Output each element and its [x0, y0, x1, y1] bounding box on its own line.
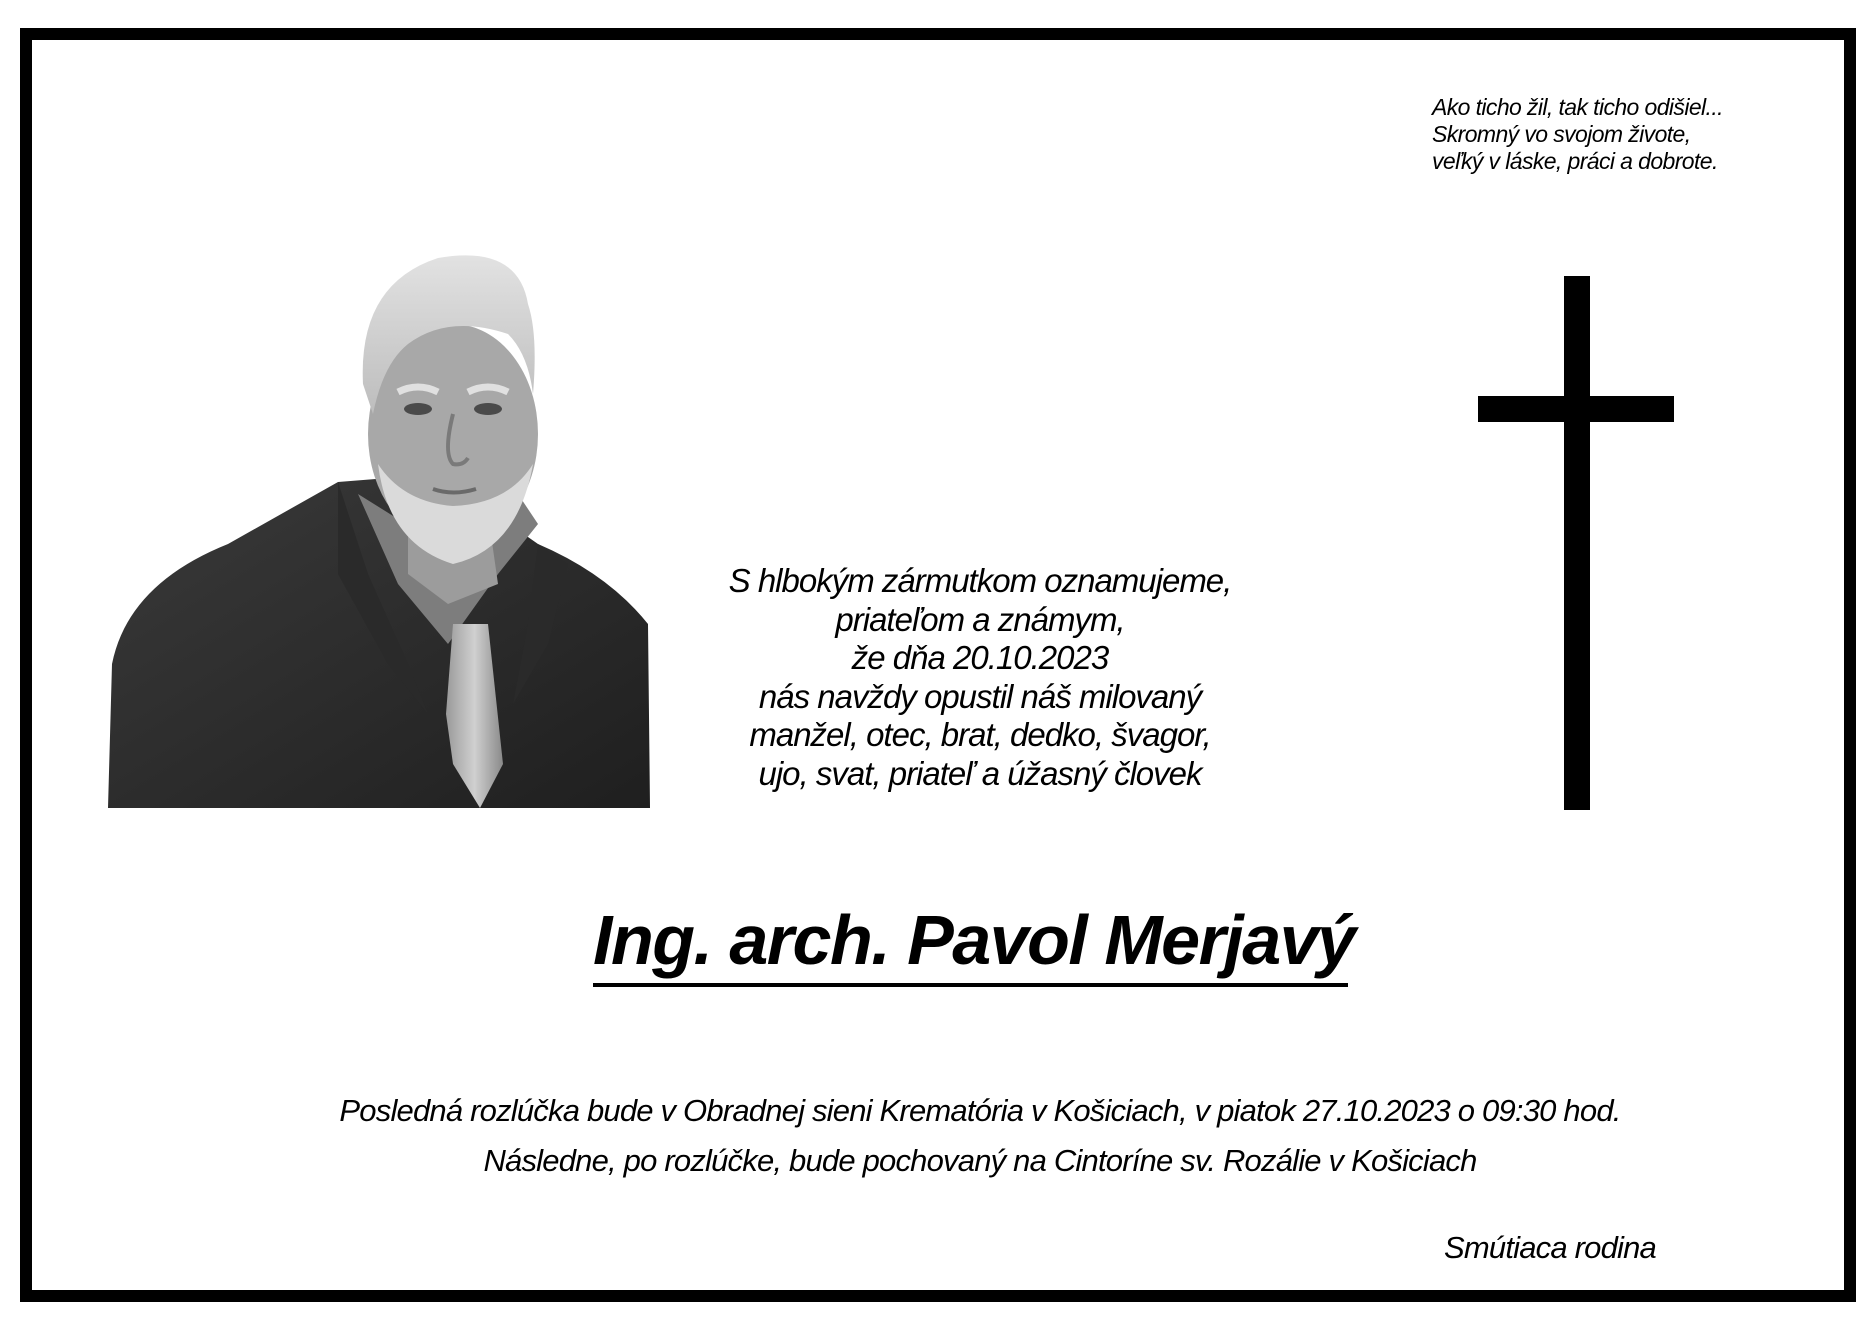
- announcement-line: že dňa 20.10.2023: [851, 639, 1109, 676]
- funeral-line: Posledná rozlúčka bude v Obradnej sieni Krematória v Košiciach, v piatok 27.10.2023 o 09:30 hod.: [339, 1093, 1621, 1128]
- funeral-info: [200, 1086, 1760, 1186]
- announcement-line: priateľom a známym,: [835, 600, 1125, 638]
- epitaph-quote: [1432, 94, 1723, 175]
- quote-line: Skromný vo svojom živote,: [1432, 121, 1691, 147]
- announcement-text: [700, 562, 1260, 793]
- deceased-name: Ing. arch. Pavol Merjavý: [593, 901, 1355, 979]
- family-signature: Smútiaca rodina: [1443, 1230, 1656, 1265]
- name-underline: [593, 983, 1348, 987]
- announcement-line: nás navždy opustil náš milovaný: [758, 677, 1202, 715]
- cross-icon: [1478, 276, 1678, 810]
- quote-line: Ako ticho žil, tak ticho odišiel...: [1432, 94, 1723, 120]
- quote-line: veľký v láske, práci a dobrote.: [1432, 148, 1718, 174]
- announcement-line: S hlbokým zármutkom oznamujeme,: [728, 562, 1232, 599]
- funeral-line: Následne, po rozlúčke, bude pochovaný na Cintoríne sv. Rozálie v Košiciach: [483, 1143, 1477, 1178]
- announcement-line: manžel, otec, brat, dedko, švagor,: [749, 716, 1211, 753]
- announcement-line: ujo, svat, priateľ a úžasný človek: [758, 754, 1202, 792]
- portrait-photo: [108, 244, 650, 808]
